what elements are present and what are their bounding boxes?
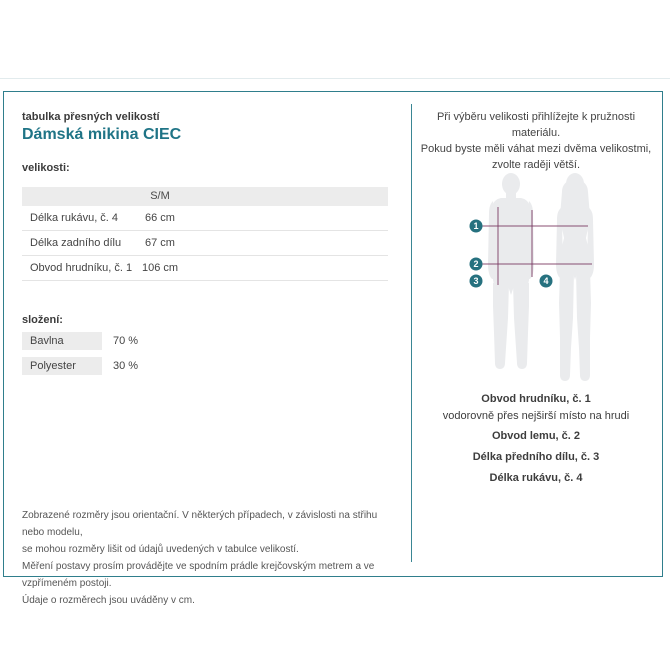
composition-row	[22, 357, 222, 375]
marker-2	[470, 258, 483, 271]
size-table	[22, 187, 388, 281]
table-row	[22, 256, 388, 281]
marker-3	[470, 275, 483, 288]
measurement-label: Obvod hrudníku, č. 1	[30, 262, 133, 274]
measurement-figure-illustration	[455, 168, 645, 394]
page-top-divider	[0, 78, 670, 79]
material-name: Bavlna	[22, 332, 102, 350]
measurement-value: 66 cm	[145, 212, 175, 224]
svg-text:1: 1	[473, 221, 479, 231]
panel-vertical-divider	[411, 104, 412, 562]
disclaimer-line: se mohou rozměry lišit od údajů uvedených v tabulce velikostí.	[22, 544, 299, 555]
measure-legend	[416, 393, 656, 493]
material-percent: 30 %	[113, 360, 139, 372]
measurement-label: Délka rukávu, č. 4	[30, 212, 119, 224]
material-name: Polyester	[22, 357, 102, 375]
disclaimer-line: Měření postavy prosím provádějte ve spodním prádle krejčovským metrem a ve vzpřímeném postoji.	[22, 561, 375, 589]
disclaimer-line: Údaje o rozměrech jsou uváděny v cm.	[22, 595, 195, 606]
legend-chest-hint: vodorovně přes nejširší místo na hrudi	[442, 410, 630, 422]
product-title: Dámská mikina CIEC	[22, 126, 182, 143]
sizing-advice-text	[416, 109, 656, 173]
legend-front-length: Délka předního dílu, č. 3	[472, 451, 600, 463]
measurement-value: 67 cm	[145, 237, 175, 249]
table-row	[22, 231, 388, 256]
table-row	[22, 206, 388, 231]
measurement-label: Délka zadního dílu	[30, 237, 122, 249]
size-column-header: S/M	[150, 190, 170, 202]
material-percent: 70 %	[113, 335, 139, 347]
table-caption: tabulka přesných velikostí	[22, 111, 160, 123]
sizing-advice-line: Při výběru velikosti přihlížejte k pružnosti materiálu.	[436, 111, 636, 139]
sizes-section-label: velikosti:	[22, 162, 70, 174]
disclaimer-text	[22, 507, 397, 609]
svg-text:4: 4	[543, 276, 549, 286]
measurement-value: 106 cm	[141, 262, 179, 274]
male-silhouette	[488, 173, 534, 369]
female-silhouette	[556, 173, 594, 381]
disclaimer-line: Zobrazené rozměry jsou orientační. V některých případech, v závislosti na střihu nebo modelu,	[22, 510, 378, 538]
marker-1	[470, 220, 483, 233]
sizing-advice-line: zvolte raději větší.	[491, 159, 581, 171]
size-table-header-row	[22, 187, 388, 206]
composition-section-label: složení:	[22, 314, 63, 326]
marker-4	[540, 275, 553, 288]
size-chart-panel	[3, 91, 663, 606]
svg-text:2: 2	[473, 259, 479, 269]
svg-text:3: 3	[473, 276, 479, 286]
composition-row	[22, 332, 222, 350]
legend-sleeve-length: Délka rukávu, č. 4	[489, 472, 583, 484]
legend-chest: Obvod hrudníku, č. 1	[481, 393, 591, 405]
legend-hem: Obvod lemu, č. 2	[491, 430, 581, 442]
sizing-advice-line: Pokud byste měli váhat mezi dvěma velikostmi,	[420, 143, 652, 155]
